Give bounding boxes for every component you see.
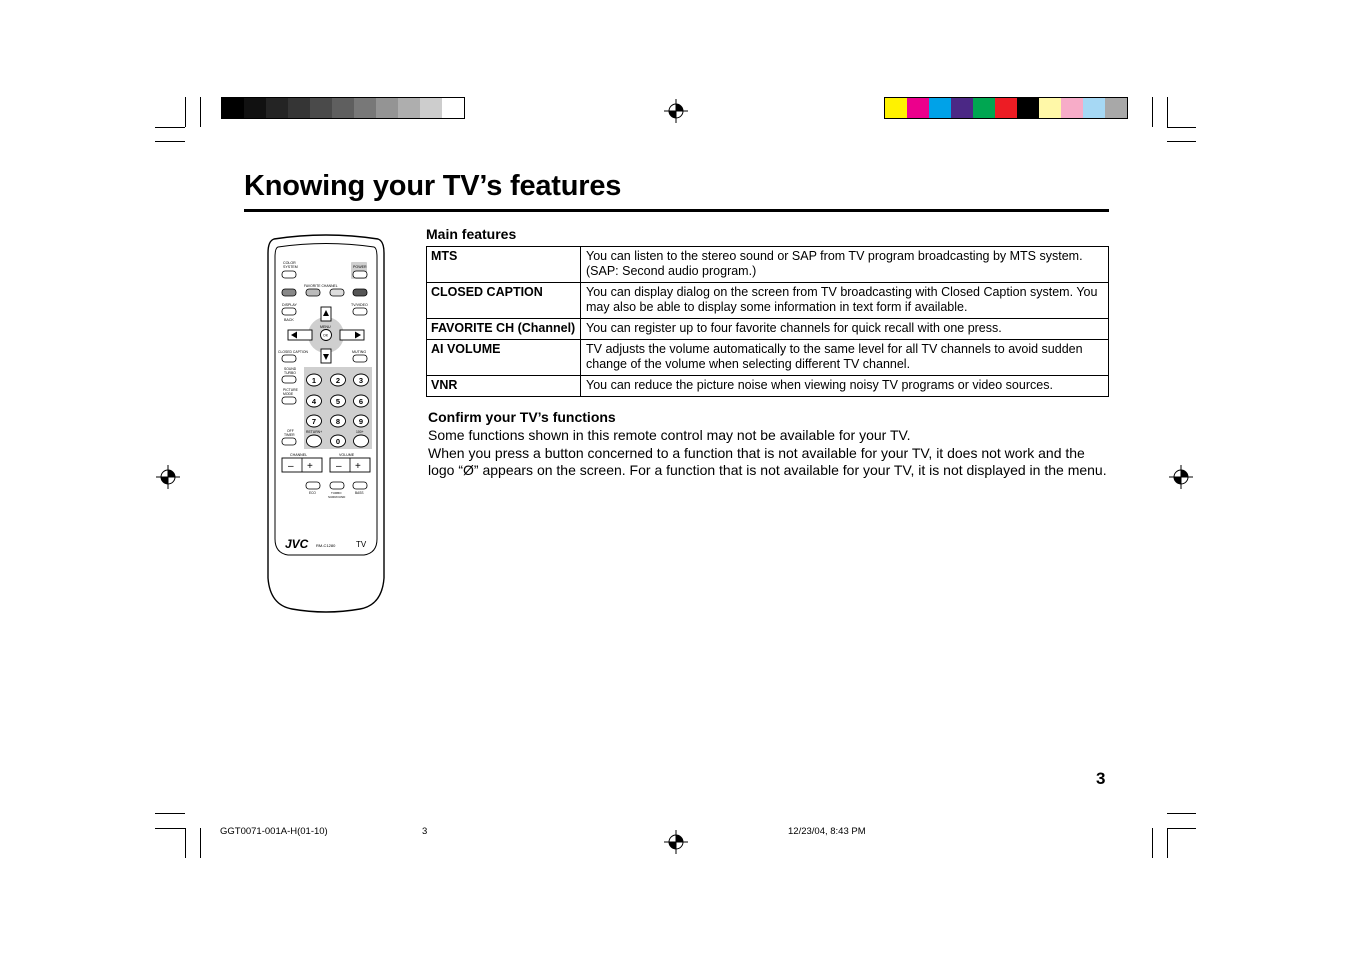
confirm-functions-body: [428, 427, 1110, 480]
remote-tv-label: TV: [356, 540, 367, 549]
footer-doc-code: GGT0071-001A-H(01-10): [220, 826, 328, 837]
footer-timestamp: 12/23/04, 8:43 PM: [788, 826, 866, 837]
remote-digit-8: 8: [335, 417, 341, 426]
gray-swatch: [310, 98, 332, 118]
remote-channel-minus: –: [288, 461, 294, 472]
remote-label-power: POWER: [353, 265, 367, 269]
remote-control-illustration: [260, 233, 392, 615]
gray-swatch: [376, 98, 398, 118]
main-features-heading: Main features: [426, 226, 517, 242]
remote-label-sound-turbo: TURBO: [284, 371, 296, 375]
remote-label-color-system: COLOR: [283, 261, 296, 265]
color-swatch: [951, 98, 973, 118]
feature-description: You can display dialog on the screen from TV broadcasting with Closed Caption system. You may also be able to display some information in text form if available.: [581, 283, 1109, 319]
gray-swatch: [288, 98, 310, 118]
gray-swatch: [244, 98, 266, 118]
remote-label-off-timer: OFF: [287, 429, 294, 433]
feature-description: You can reduce the picture noise when viewing noisy TV programs or video sources.: [581, 376, 1109, 397]
color-swatch: [973, 98, 995, 118]
remote-label-bass: BASS: [355, 491, 364, 495]
remote-label-surround: SURROUND: [328, 495, 346, 499]
remote-label-closed-caption: CLOSED CAPTION: [278, 350, 308, 354]
remote-digit-7: 7: [311, 417, 317, 426]
remote-digit-6: 6: [358, 397, 364, 406]
remote-channel-plus: +: [307, 461, 313, 472]
confirm-functions-heading: Confirm your TV’s functions: [428, 409, 616, 425]
footer-page: 3: [422, 826, 428, 837]
color-swatch: [1105, 98, 1127, 118]
color-swatch: [907, 98, 929, 118]
remote-label-channel: CHANNEL: [290, 453, 308, 457]
feature-name: MTS: [427, 247, 581, 283]
feature-row: [427, 319, 1109, 340]
gray-swatch: [266, 98, 288, 118]
gray-swatch: [442, 98, 464, 118]
color-swatch: [1061, 98, 1083, 118]
remote-label-menu: MENU: [320, 325, 331, 329]
remote-label-eco: ECO: [309, 491, 316, 495]
color-swatch: [1083, 98, 1105, 118]
confirm-functions-line: Some functions shown in this remote control may not be available for your TV.: [428, 427, 911, 443]
remote-label-sound-turbo: SOUND: [284, 367, 297, 371]
registration-target-icon: [1169, 465, 1193, 489]
remote-label-tv-video: TV/VIDEO: [351, 303, 368, 307]
feature-name: VNR: [427, 376, 581, 397]
remote-label-back: BACK: [284, 318, 294, 322]
remote-label-color-system: SYSTEM: [283, 265, 298, 269]
gray-swatch: [332, 98, 354, 118]
remote-label-favorite-channel: FAVORITE CHANNEL: [304, 284, 338, 288]
gray-swatch: [222, 98, 244, 118]
gray-swatch: [354, 98, 376, 118]
feature-row: [427, 283, 1109, 319]
feature-description: You can register up to four favorite channels for quick recall with one press.: [581, 319, 1109, 340]
feature-description: You can listen to the stereo sound or SAP from TV program broadcasting by MTS system. (SAP: Second audio program.): [581, 247, 1109, 283]
color-swatch: [995, 98, 1017, 118]
remote-label-surround: TURBO: [331, 491, 342, 495]
features-table: [426, 246, 1109, 397]
feature-row: [427, 376, 1109, 397]
page-number: 3: [1096, 769, 1106, 788]
feature-row: [427, 340, 1109, 376]
title-rule: [244, 209, 1109, 212]
remote-label-display: DISPLAY: [282, 303, 297, 307]
remote-digit-1: 1: [311, 376, 317, 385]
feature-name: CLOSED CAPTION: [427, 283, 581, 319]
remote-brand-logo: JVC: [285, 537, 309, 551]
remote-volume-plus: +: [355, 461, 361, 472]
gray-swatch: [420, 98, 442, 118]
remote-digit-5: 5: [335, 397, 341, 406]
remote-digit-9: 9: [358, 417, 364, 426]
remote-label-picture-mode: PICTURE: [283, 388, 298, 392]
grayscale-calibration-strip: [221, 97, 465, 119]
remote-digit-4: 4: [311, 397, 317, 406]
remote-digit-3: 3: [358, 376, 364, 385]
color-swatch: [885, 98, 907, 118]
remote-label-ok: OK: [323, 333, 329, 338]
color-swatch: [1039, 98, 1061, 118]
remote-digit-0: 0: [335, 437, 341, 446]
registration-target-icon: [664, 99, 688, 123]
remote-label-muting: MUTING: [352, 350, 367, 354]
feature-description: TV adjusts the volume automatically to the same level for all TV channels to avoid sudden change of the volume when selecting different TV channel.: [581, 340, 1109, 376]
feature-row: [427, 247, 1109, 283]
remote-label-hundred: 100+: [356, 430, 364, 434]
page-title: Knowing your TV’s features: [244, 170, 622, 202]
color-swatch: [929, 98, 951, 118]
remote-label-picture-mode: MODE: [283, 392, 294, 396]
confirm-functions-line: When you press a button concerned to a function that is not available for your TV, it does not work and the logo “Ø” appears on the screen. For a function that is not available for your TV, it is not displayed in the menu.: [428, 444, 1107, 478]
registration-target-icon: [156, 465, 180, 489]
remote-digit-2: 2: [335, 376, 341, 385]
registration-target-icon: [664, 830, 688, 854]
remote-model-number: RM-C1280: [316, 543, 336, 548]
feature-name: AI VOLUME: [427, 340, 581, 376]
color-calibration-strip: [884, 97, 1128, 119]
remote-label-off-timer: TIMER: [284, 433, 295, 437]
feature-name: FAVORITE CH (Channel): [427, 319, 581, 340]
remote-label-volume: VOLUME: [339, 453, 355, 457]
gray-swatch: [398, 98, 420, 118]
color-swatch: [1017, 98, 1039, 118]
remote-volume-minus: –: [336, 461, 342, 472]
remote-label-return: RETURN+: [306, 430, 323, 434]
